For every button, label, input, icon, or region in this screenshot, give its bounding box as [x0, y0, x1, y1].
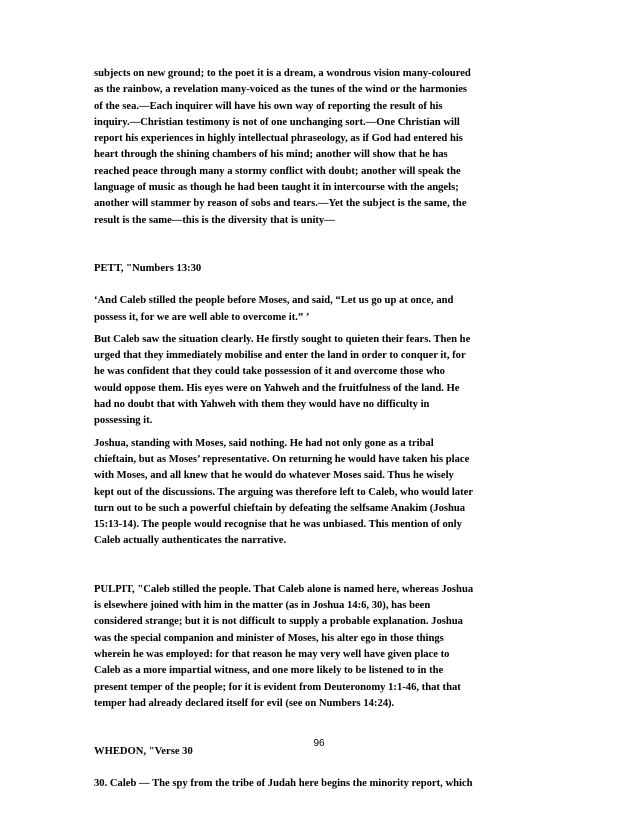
text-line: Joshua, standing with Moses, said nothing. He had not only gone as a tribal [94, 437, 434, 449]
text-line: present temper of the people; for it is evident from Deuteronomy 1:1-46, that that [94, 681, 461, 693]
text-line: Caleb as a more impartial witness, and one more likely to be listened to in the [94, 665, 444, 677]
text-line: of the sea.—Each inquirer will have his own way of reporting the result of his [94, 100, 443, 112]
section-heading: WHEDON, "Verse 30 [94, 746, 193, 758]
text-line: report his experiences in highly intellectual phraseology, as if God had entered his [94, 133, 463, 145]
section-heading: PETT, "Numbers 13:30 [94, 262, 202, 274]
text-line: temper had already declared itself for evil (see on Numbers 14:24). [94, 697, 395, 709]
text-line: urged that they immediately mobilise and enter the land in order to conquer it, for [94, 350, 466, 362]
text-line: considered strange; but it is not difficult to supply a probable explanation. Joshua [94, 616, 463, 628]
text-line: turn out to be such a powerful chieftain by defeating the selfsame Anakim (Joshua [94, 502, 466, 514]
text-line: reached peace through many a stormy conflict with doubt; another will speak the [94, 165, 461, 177]
text-line: is elsewhere joined with him in the matter (as in Joshua 14:6, 30), has been [94, 600, 431, 612]
text-line: chieftain, but as Moses’ representative. On returning he would have taken his place [94, 453, 470, 465]
paragraph-diversity-unity [94, 66, 546, 229]
paragraph-whedon-verse [94, 776, 546, 792]
text-line: with Moses, and all knew that he would do whatever Moses said. Thus he wisely [94, 470, 454, 482]
paragraph-caleb-situation [94, 332, 546, 430]
paragraph-joshua [94, 436, 546, 550]
text-line: would oppose them. His eyes were on Yahweh and the fruitfulness of the land. He [94, 382, 460, 394]
page-body [94, 66, 546, 793]
text-line: heart through the shining chambers of his mind; another will show that he has [94, 149, 448, 161]
text-line: had no doubt that with Yahweh with them they would have no difficulty in [94, 399, 430, 411]
text-line: 15:13-14). The people would recognise that he was unbiased. This mention of only [94, 519, 462, 531]
text-line: another will stammer by reason of sobs and tears.—Yet the subject is the same, the [94, 198, 467, 210]
text-line: 30. Caleb — The spy from the tribe of Judah here begins the minority report, which [94, 778, 473, 790]
paragraph-pulpit [94, 582, 546, 712]
text-line: inquiry.—Christian testimony is not of one unchanging sort.—One Christian will [94, 116, 460, 128]
page-number: 96 [313, 738, 325, 749]
text-line: possessing it. [94, 415, 153, 427]
text-line: PULPIT, "Caleb stilled the people. That Caleb alone is named here, whereas Joshua [94, 583, 474, 595]
text-line: he was confident that they could take possession of it and overcome those who [94, 366, 445, 378]
text-line: possess it, for we are well able to overcome it.” ’ [94, 311, 310, 323]
paragraph-scripture-quote [94, 293, 546, 326]
text-line: wherein he was employed: for that reason he may very well have given place to [94, 648, 450, 660]
text-line: kept out of the discussions. The arguing was therefore left to Caleb, who would later [94, 486, 474, 498]
text-line: ‘And Caleb stilled the people before Moses, and said, “Let us go up at once, and [94, 295, 454, 307]
text-line: Caleb actually authenticates the narrative. [94, 535, 287, 547]
text-line: result is the same—this is the diversity that is unity— [94, 214, 335, 226]
text-line: was the special companion and minister of Moses, his alter ego in those things [94, 632, 444, 644]
text-line: But Caleb saw the situation clearly. He firstly sought to quieten their fears. Then he [94, 333, 471, 345]
text-line: subjects on new ground; to the poet it is a dream, a wondrous vision many-coloured [94, 68, 471, 79]
heading-pett [94, 261, 546, 277]
text-line: as the rainbow, a revelation many-voiced as the tunes of the wind or the harmonies [94, 84, 468, 96]
text-line: language of music as though he had been taught it in intercourse with the angels; [94, 182, 459, 194]
